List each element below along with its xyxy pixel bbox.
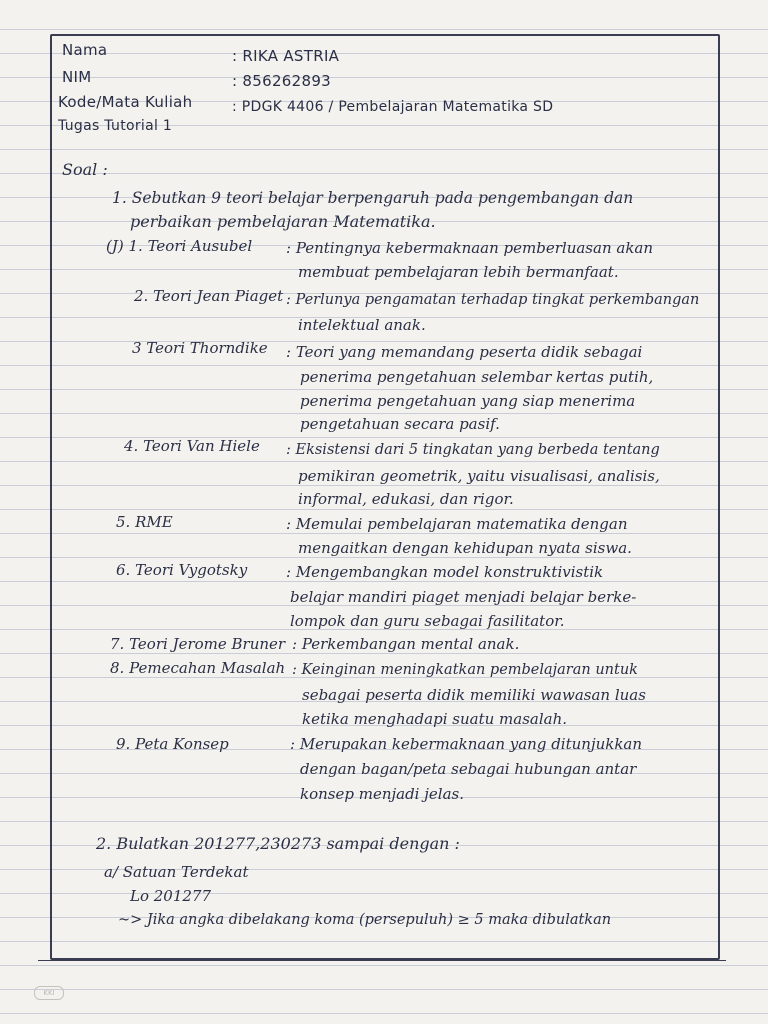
theory-name: 6. Teori Vygotsky <box>116 561 248 579</box>
theory-name: 2. Teori Jean Piaget <box>134 287 284 305</box>
theory-desc: : Mengembangkan model konstruktivistik <box>286 563 604 581</box>
theory-name: 9. Peta Konsep <box>116 735 229 753</box>
theory-name: 4. Teori Van Hiele <box>124 437 260 455</box>
theory-desc: konsep menjadi jelas. <box>300 785 464 803</box>
kode-value: : PDGK 4406 / Pembelajaran Matematika SD <box>232 99 554 115</box>
nama-value: : RIKA ASTRIA <box>232 47 340 65</box>
bottom-rule <box>38 960 726 961</box>
theory-desc: pengetahuan secara pasif. <box>300 415 500 433</box>
nim-value: : 856262893 <box>232 72 332 90</box>
theory-desc: sebagai peserta didik memiliki wawasan luas <box>302 686 646 704</box>
theory-desc: : Memulai pembelajaran matematika dengan <box>286 515 628 533</box>
q2-line1: 2. Bulatkan 201277,230273 sampai dengan : <box>96 834 460 853</box>
theory-desc: : Keinginan meningkatkan pembelajaran untuk <box>292 662 638 678</box>
theory-name: 8. Pemecahan Masalah <box>110 659 286 677</box>
theory-desc: mengaitkan dengan kehidupan nyata siswa. <box>298 539 632 557</box>
theory-desc: belajar mandiri piaget menjadi belajar berke- <box>290 588 637 606</box>
theory-name: 3 Teori Thorndike <box>132 339 268 357</box>
theory-desc: intelektual anak. <box>298 316 426 334</box>
q1-line2: perbaikan pembelajaran Matematika. <box>130 212 436 231</box>
theory-desc: penerima pengetahuan yang siap menerima <box>300 392 636 410</box>
q2-answer: Lo 201277 <box>130 887 212 905</box>
theory-name: (J) 1. Teori Ausubel <box>106 237 253 255</box>
q1-line1: 1. Sebutkan 9 teori belajar berpengaruh pada pengembangan dan <box>112 189 634 207</box>
theory-desc: penerima pengetahuan selembar kertas putih, <box>300 368 654 386</box>
theory-desc: dengan bagan/peta sebagai hubungan antar <box>300 760 637 778</box>
theory-desc: : Eksistensi dari 5 tingkatan yang berbeda tentang <box>286 442 660 458</box>
theory-desc: lompok dan guru sebagai fasilitator. <box>290 612 565 630</box>
theory-desc: : Perkembangan mental anak. <box>292 635 520 653</box>
nim-label: NIM <box>62 68 92 86</box>
tugas-label: Tugas Tutorial 1 <box>58 118 173 134</box>
page-stamp: KKI <box>34 986 64 1000</box>
theory-name: 7. Teori Jerome Bruner <box>110 635 286 653</box>
theory-desc: : Teori yang memandang peserta didik sebagai <box>286 343 643 361</box>
theory-name: 5. RME <box>116 513 173 531</box>
theory-desc: : Perlunya pengamatan terhadap tingkat perkembangan <box>286 292 700 308</box>
theory-desc: pemikiran geometrik, yaitu visualisasi, analisis, <box>298 467 660 485</box>
nama-label: Nama <box>62 41 108 59</box>
theory-desc: membuat pembelajaran lebih bermanfaat. <box>298 263 619 281</box>
theory-desc: : Merupakan kebermaknaan yang ditunjukkan <box>290 735 643 753</box>
q2-sub-a: a/ Satuan Terdekat <box>104 863 249 881</box>
theory-desc: informal, edukasi, dan rigor. <box>298 490 514 508</box>
theory-desc: ketika menghadapi suatu masalah. <box>302 710 568 728</box>
soal-label: Soal : <box>62 160 108 179</box>
q2-note: ~> Jika angka dibelakang koma (persepuluh) ≥ 5 maka dibulatkan <box>118 912 612 928</box>
kode-label: Kode/Mata Kuliah <box>58 93 193 111</box>
theory-desc: : Pentingnya kebermaknaan pemberluasan akan <box>286 239 654 257</box>
